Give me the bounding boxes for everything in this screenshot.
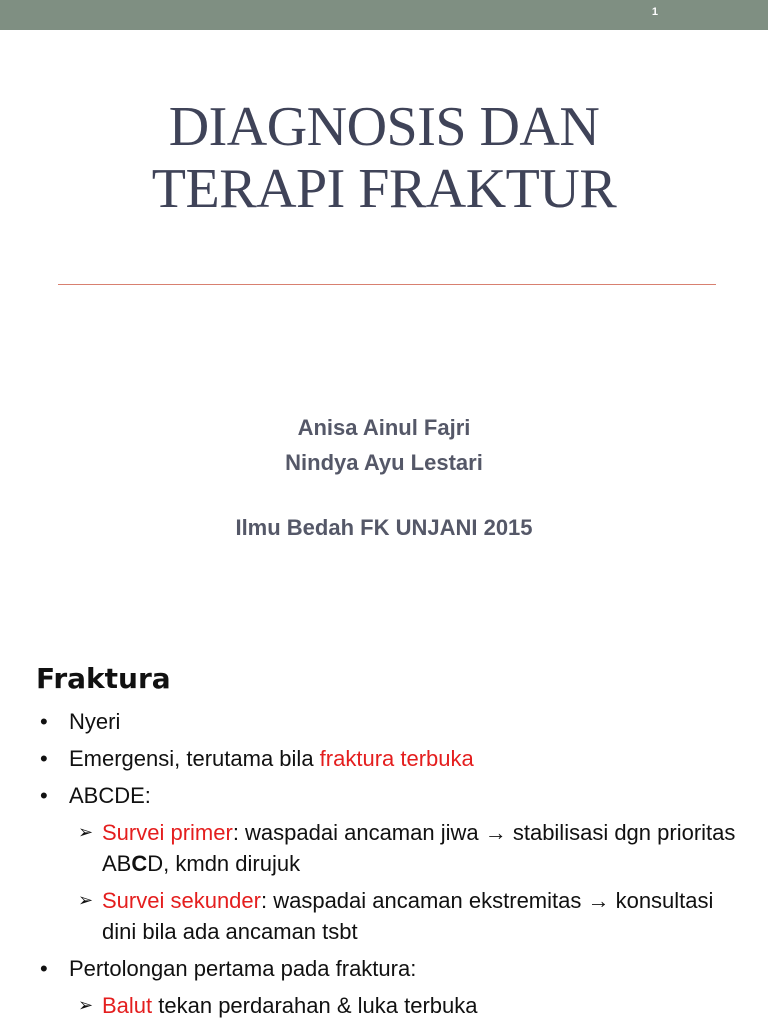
content-slide — [0, 640, 768, 1024]
content-slide-title: Fraktura — [36, 662, 171, 695]
page-number: 1 — [651, 6, 658, 18]
highlight-text: Survei sekunder — [102, 888, 261, 913]
slide-title — [0, 96, 768, 220]
sub-bullet-item: ➢ Survei sekunder: waspadai ancaman ekstremitas → konsultasi dini bila ada ancaman tsbt — [40, 885, 740, 947]
highlight-text: Survei primer — [102, 820, 233, 845]
highlight-text: fraktura terbuka — [319, 746, 474, 771]
bullet-item: • Nyeri — [40, 706, 740, 737]
bullet-item: • Pertolongan pertama pada fraktura: — [40, 953, 740, 984]
title-divider — [58, 284, 716, 285]
bullet-item: • Emergensi, terutama bila fraktura terbuka — [40, 743, 740, 774]
highlight-text: Balut — [102, 993, 153, 1018]
sub-bullet-item: ➢ Balut tekan perdarahan & luka terbuka — [40, 990, 740, 1021]
title-line-1: DIAGNOSIS DAN — [168, 96, 600, 158]
bullet-list — [40, 706, 740, 1027]
author-block — [0, 410, 768, 545]
author-name-1: Anisa Ainul Fajri — [297, 415, 471, 440]
top-bar — [0, 0, 768, 30]
author-name-2: Nindya Ayu Lestari — [285, 450, 483, 475]
arrowhead-bullet-icon: ➢ — [78, 890, 94, 910]
bullet-item: • ABCDE: — [40, 780, 740, 811]
arrowhead-bullet-icon: ➢ — [78, 995, 94, 1015]
sub-bullet-item: ➢ Survei primer: waspadai ancaman jiwa → stabilisasi dgn prioritas ABCD, kmdn dirujuk — [40, 817, 740, 879]
arrowhead-bullet-icon: ➢ — [78, 822, 94, 842]
title-slide — [0, 30, 768, 640]
title-line-2: TERAPI FRAKTUR — [151, 158, 617, 220]
affiliation: Ilmu Bedah FK UNJANI 2015 — [235, 515, 533, 540]
